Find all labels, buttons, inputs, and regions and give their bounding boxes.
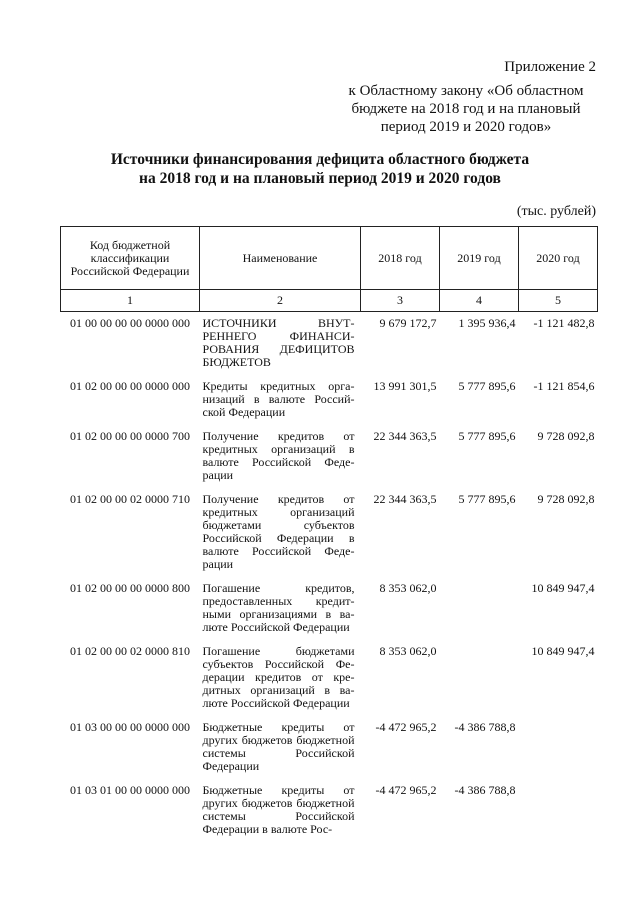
appendix-reference: к Областному закону «Об областном бюджете на 2018 год и на плановый период 2019 и 2020 годов» bbox=[348, 83, 584, 135]
table-row bbox=[61, 779, 598, 842]
row-value-2019: -4 386 788,8 bbox=[454, 783, 516, 797]
row-value-2019: 5 777 895,6 bbox=[458, 429, 516, 443]
document-title bbox=[0, 150, 640, 188]
row-value-2020: 10 849 947,4 bbox=[531, 581, 595, 595]
row-name: Бюджетные кредиты от других бюджетов бюджетной системы Российской Федерации в валюте Рос- bbox=[202, 783, 355, 836]
column-number: 4 bbox=[440, 290, 519, 312]
row-code: 01 02 00 00 02 0000 710 bbox=[70, 492, 190, 506]
row-code: 01 02 00 00 00 0000 700 bbox=[70, 429, 190, 443]
row-value-2019 bbox=[440, 577, 519, 640]
column-number: 5 bbox=[519, 290, 598, 312]
row-code: 01 02 00 00 00 0000 000 bbox=[70, 379, 190, 393]
column-number: 3 bbox=[361, 290, 440, 312]
row-code: 01 02 00 00 00 0000 800 bbox=[70, 581, 190, 595]
row-value-2019: 5 777 895,6 bbox=[458, 492, 516, 506]
row-value-2018: 9 679 172,7 bbox=[379, 316, 437, 330]
row-value-2018: 22 344 363,5 bbox=[373, 492, 437, 506]
title-line-2: на 2018 год и на плановый период 2019 и 2020 годов bbox=[139, 170, 501, 187]
row-value-2019: 1 395 936,4 bbox=[458, 316, 516, 330]
row-value-2020 bbox=[519, 779, 598, 842]
table-header-row bbox=[61, 227, 598, 290]
table-row bbox=[61, 716, 598, 779]
row-code: 01 02 00 00 02 0000 810 bbox=[70, 644, 190, 658]
row-value-2019: 5 777 895,6 bbox=[458, 379, 516, 393]
header-2018: 2018 год bbox=[361, 227, 440, 290]
row-value-2020: -1 121 482,8 bbox=[533, 316, 595, 330]
row-name: ИСТОЧНИКИ ВНУТРЕННЕГО ФИНАНСИРОВАНИЯ ДЕФИЦИТОВ БЮДЖЕТОВ bbox=[202, 316, 355, 369]
row-code: 01 03 01 00 00 0000 000 bbox=[70, 783, 190, 797]
row-value-2020: 9 728 092,8 bbox=[537, 429, 595, 443]
units-label: (тыс. рублей) bbox=[516, 204, 596, 219]
row-name: Бюджетные кредиты от других бюджетов бюджетной системы Российской Федерации bbox=[202, 720, 355, 773]
column-number: 2 bbox=[200, 290, 361, 312]
header-code: Код бюджетной классификации Российской Федерации bbox=[61, 227, 200, 290]
row-value-2018: 8 353 062,0 bbox=[379, 581, 437, 595]
row-name: Получение кредитов от кредитных организаций в валюте Российской Федерации bbox=[202, 429, 355, 482]
row-code: 01 03 00 00 00 0000 000 bbox=[70, 720, 190, 734]
appendix-number: Приложение 2 bbox=[504, 59, 596, 75]
table-row bbox=[61, 312, 598, 376]
row-name: Получение кредитов от кредитных организаций бюджетами субъектов Российской Федерации в валюте Российской Федерации bbox=[202, 492, 355, 571]
row-code: 01 00 00 00 00 0000 000 bbox=[70, 316, 190, 330]
row-value-2018: 13 991 301,5 bbox=[373, 379, 437, 393]
row-value-2020 bbox=[519, 716, 598, 779]
title-line-1: Источники финансирования дефицита областного бюджета bbox=[110, 151, 530, 168]
row-name: Погашение бюджетами субъектов Российской Федерации кредитов от кредитных организаций в валюте Российской Федерации bbox=[202, 644, 355, 710]
row-value-2018: 22 344 363,5 bbox=[373, 429, 437, 443]
row-value-2018: -4 472 965,2 bbox=[375, 720, 437, 734]
table-row bbox=[61, 640, 598, 716]
row-value-2020: -1 121 854,6 bbox=[533, 379, 595, 393]
row-name: Кредиты кредитных организаций в валюте Российской Федерации bbox=[202, 379, 355, 419]
header-2019: 2019 год bbox=[440, 227, 519, 290]
row-value-2019 bbox=[440, 640, 519, 716]
appendix-block bbox=[336, 58, 596, 136]
header-2020: 2020 год bbox=[519, 227, 598, 290]
budget-table bbox=[60, 226, 598, 842]
header-name: Наименование bbox=[200, 227, 361, 290]
row-name: Погашение кредитов, предоставленных кредитными организациями в валюте Российской Федерации bbox=[202, 581, 355, 634]
row-value-2018: -4 472 965,2 bbox=[375, 783, 437, 797]
table-row bbox=[61, 488, 598, 577]
column-number: 1 bbox=[61, 290, 200, 312]
table-row bbox=[61, 425, 598, 488]
column-number-row bbox=[61, 290, 598, 312]
table-row bbox=[61, 577, 598, 640]
row-value-2020: 9 728 092,8 bbox=[537, 492, 595, 506]
row-value-2020: 10 849 947,4 bbox=[531, 644, 595, 658]
row-value-2018: 8 353 062,0 bbox=[379, 644, 437, 658]
row-value-2019: -4 386 788,8 bbox=[454, 720, 516, 734]
table-row bbox=[61, 375, 598, 425]
